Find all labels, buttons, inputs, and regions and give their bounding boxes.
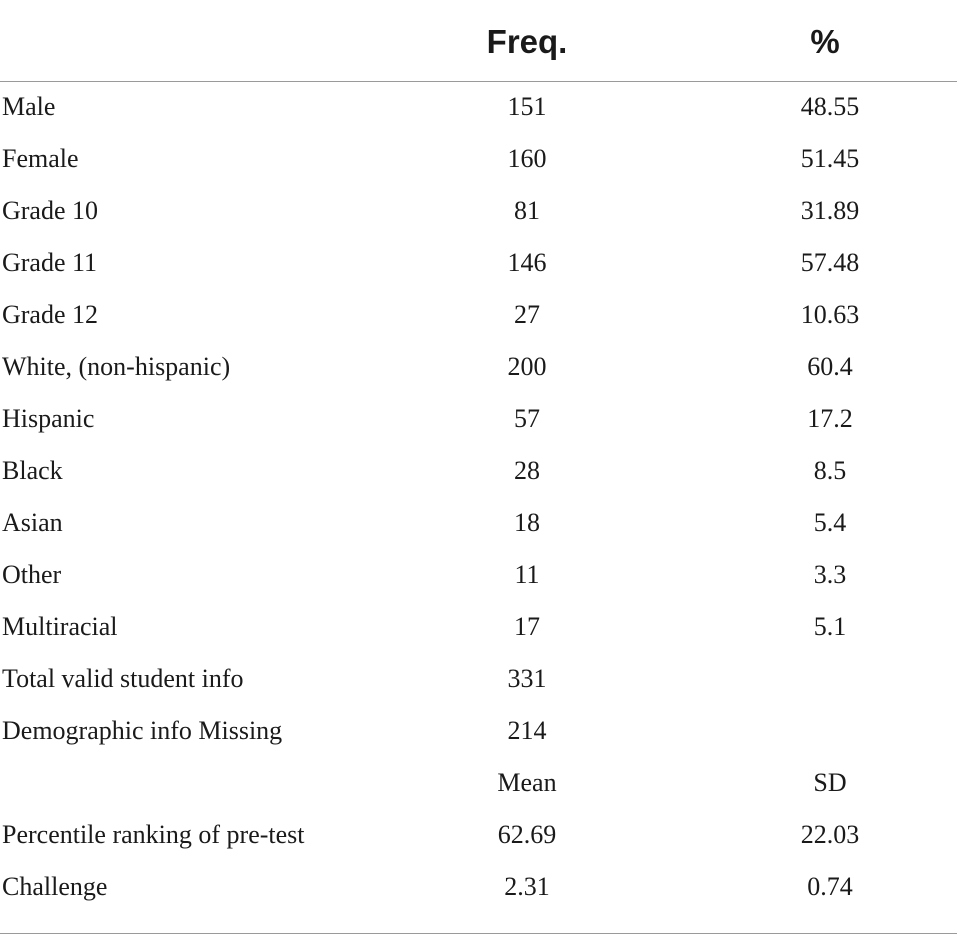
table-row bbox=[0, 342, 957, 394]
row-percent: 17.2 bbox=[807, 404, 853, 433]
table-row bbox=[0, 810, 957, 862]
table-header bbox=[0, 0, 957, 82]
row-freq: 27 bbox=[514, 300, 540, 329]
row-label: Grade 12 bbox=[2, 300, 99, 329]
table-row bbox=[0, 82, 957, 134]
table-body bbox=[0, 82, 957, 914]
row-freq: 17 bbox=[514, 612, 540, 641]
row-label: Hispanic bbox=[2, 404, 95, 433]
row-percent: 60.4 bbox=[807, 352, 853, 381]
row-freq: 18 bbox=[514, 508, 540, 537]
row-label: Other bbox=[2, 560, 62, 589]
table-row bbox=[0, 654, 957, 706]
subheader-mean: Mean bbox=[497, 768, 557, 797]
row-label: Demographic info Missing bbox=[2, 716, 283, 745]
row-percent: 5.1 bbox=[813, 612, 847, 641]
table-row bbox=[0, 394, 957, 446]
row-freq: 81 bbox=[514, 196, 540, 225]
row-sd: 0.74 bbox=[807, 872, 853, 901]
row-percent: 51.45 bbox=[800, 144, 860, 173]
row-label: White, (non-hispanic) bbox=[2, 352, 231, 381]
row-label: Percentile ranking of pre-test bbox=[2, 820, 305, 849]
table-row bbox=[0, 550, 957, 602]
row-mean: 2.31 bbox=[504, 872, 550, 901]
row-label: Grade 11 bbox=[2, 248, 98, 277]
row-percent: 3.3 bbox=[813, 560, 847, 589]
header-percent: % bbox=[810, 23, 840, 60]
row-percent: 10.63 bbox=[800, 300, 860, 329]
row-label: Black bbox=[2, 456, 63, 485]
row-freq: 11 bbox=[514, 560, 540, 589]
row-label: Total valid student info bbox=[2, 664, 244, 693]
table-row bbox=[0, 602, 957, 654]
table-row bbox=[0, 134, 957, 186]
row-label: Challenge bbox=[2, 872, 108, 901]
row-percent: 57.48 bbox=[800, 248, 860, 277]
row-freq: 151 bbox=[507, 92, 547, 121]
row-percent: 5.4 bbox=[813, 508, 847, 537]
row-mean: 62.69 bbox=[497, 820, 557, 849]
row-freq: 331 bbox=[507, 664, 547, 693]
row-freq: 200 bbox=[507, 352, 547, 381]
row-freq: 214 bbox=[507, 716, 547, 745]
row-freq: 28 bbox=[514, 456, 540, 485]
header-freq: Freq. bbox=[486, 23, 568, 60]
row-label: Female bbox=[2, 144, 79, 173]
table-row bbox=[0, 862, 957, 914]
table-row bbox=[0, 238, 957, 290]
row-freq: 146 bbox=[507, 248, 547, 277]
bottom-rule bbox=[0, 933, 957, 934]
row-sd: 22.03 bbox=[800, 820, 860, 849]
row-percent: 8.5 bbox=[813, 456, 847, 485]
row-label: Grade 10 bbox=[2, 196, 99, 225]
row-percent: 31.89 bbox=[800, 196, 860, 225]
subheader-sd: SD bbox=[813, 768, 847, 797]
table-row bbox=[0, 186, 957, 238]
row-label: Asian bbox=[2, 508, 63, 537]
row-freq: 160 bbox=[507, 144, 547, 173]
row-label: Multiracial bbox=[2, 612, 118, 641]
row-percent: 48.55 bbox=[800, 92, 860, 121]
table-row bbox=[0, 290, 957, 342]
table-row bbox=[0, 446, 957, 498]
table-row bbox=[0, 706, 957, 758]
row-freq: 57 bbox=[514, 404, 540, 433]
subheader-row bbox=[0, 758, 957, 810]
table-row bbox=[0, 498, 957, 550]
row-label: Male bbox=[2, 92, 56, 121]
